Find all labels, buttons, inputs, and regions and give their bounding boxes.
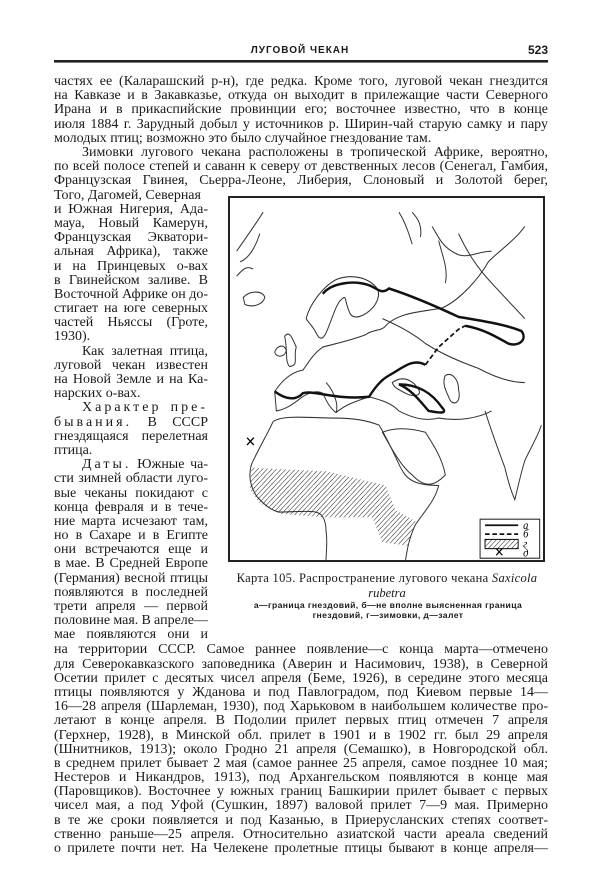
text-line-content — [54, 486, 208, 501]
text-line — [54, 472, 208, 486]
text-line-content — [54, 500, 208, 515]
text-line — [54, 487, 208, 501]
line-text: Французская Гвинея, Сьерра-Леоне, Либерия, Слоновый и Золотой берег, — [54, 173, 548, 189]
line-text: Зимовки лугового чекана расположены в тропической Африке, вероятно, — [82, 144, 548, 160]
line-text: конца февраля и в тече- — [54, 499, 208, 515]
line-text: на Новой Земле и на Ка- — [54, 372, 208, 388]
text-line-content — [54, 756, 548, 771]
line-text: в те же сроки появляется и под Казанью, в Приерусланских степях соответ- — [54, 812, 548, 828]
text-line — [54, 373, 208, 387]
text-line-content — [54, 713, 548, 728]
text-line — [54, 672, 548, 686]
wintering-area-hatched — [250, 468, 416, 546]
line-text: по всей полосе степей и саванн к северу от девственных лесов (Сенегал, Гамбия, — [54, 159, 548, 175]
text-line — [54, 628, 208, 642]
text-line-content — [54, 798, 548, 813]
text-line-content — [54, 102, 548, 117]
text-line-content — [54, 742, 548, 757]
text-line-content — [54, 642, 548, 657]
line-text: и Южная Нигерия, Ада- — [54, 201, 208, 217]
line-text: трети апреля — первой — [54, 599, 208, 615]
species-genus: Saxicola — [491, 571, 538, 585]
text-block-bottom — [54, 643, 548, 856]
map-legend-explanation: а—граница гнездовий, б—не вполне выясненная граница гнездовий, г—зимовки, д—залет — [253, 600, 523, 620]
line-text: и на Принцевых о-вах — [54, 258, 208, 274]
text-line — [54, 146, 548, 160]
text-line-content — [54, 329, 90, 344]
text-line-content — [54, 471, 208, 486]
text-line-content — [54, 74, 548, 89]
text-line-content — [54, 784, 548, 799]
text-line — [54, 75, 548, 89]
text-line — [54, 600, 208, 614]
text-line-content — [54, 770, 548, 785]
text-line-content — [54, 841, 548, 856]
text-line-content — [54, 827, 548, 842]
spaced-heading: Характер пре- — [82, 400, 208, 416]
line-text: 16—28 апреля (Шарлеман, 1930), под Харьковом в наибольшем количестве про- — [54, 699, 548, 715]
text-line — [54, 614, 208, 628]
text-line — [54, 231, 208, 245]
text-block-left-column — [54, 189, 208, 643]
map-legend — [480, 519, 540, 559]
line-text: на Кавказе и в Закавказье, откуда он выходит в прилежащие части Северного — [54, 88, 548, 104]
text-line — [54, 288, 208, 302]
text-line — [54, 359, 208, 373]
text-block-top — [54, 75, 548, 189]
text-line — [54, 814, 548, 828]
spaced-heading: бывания. — [54, 414, 133, 430]
text-line-content — [54, 556, 208, 571]
text-line — [54, 529, 208, 543]
line-text: они встречаются еще и — [54, 542, 208, 558]
text-line-content — [54, 627, 208, 642]
text-line-content — [54, 542, 208, 557]
text-line-content — [54, 685, 548, 700]
line-text: чисел мая, а под Уфой (Сушкин, 1897) валовой прилет 7—9 мая. Примерно — [54, 798, 548, 814]
uncertain-border-dashed-line — [425, 326, 465, 365]
legend-label-g: г — [523, 538, 528, 551]
line-text: Восточной Африке он до- — [54, 286, 208, 302]
text-line — [54, 103, 548, 117]
line-text: (Шнитников, 1913); около Гродно 21 апреля (Семашко), в Новгородской обл. — [54, 741, 548, 757]
text-line — [54, 89, 548, 103]
line-text: частях ее (Каларашский р-н), где редка. Кроме того, луговой чекан гнездится — [54, 74, 548, 89]
text-line — [54, 700, 548, 714]
text-line — [54, 572, 208, 586]
line-text: Нестеров и Никандров, 1913), под Архангельском появляются в конце мая — [54, 770, 548, 786]
spaced-heading: Даты. — [82, 457, 132, 473]
text-line — [54, 132, 548, 146]
text-line — [54, 543, 208, 557]
text-line — [54, 658, 548, 672]
line-text: альная Африка), также — [54, 244, 208, 260]
text-line-content — [54, 358, 208, 373]
text-line-content — [54, 88, 548, 103]
line-text: Южные ча- — [131, 457, 208, 473]
text-line — [54, 401, 208, 415]
text-line-content — [54, 415, 208, 430]
text-line — [54, 274, 208, 288]
text-line — [54, 714, 548, 728]
text-line-content — [54, 287, 208, 302]
text-line — [54, 444, 208, 458]
svg-text:✕: ✕ — [494, 545, 505, 560]
line-text: Ирана и в прикаспийские провинции его; восточнее известно, что в конце — [54, 102, 548, 118]
line-text: сти зимней области луго- — [54, 471, 208, 487]
header-rule — [54, 60, 548, 63]
line-text: 1930). — [54, 329, 91, 345]
text-line-content — [54, 671, 548, 686]
line-text: Осетии прилет с десятых чисел апреля (Беме, 1926), в середине этого месяца — [54, 670, 548, 686]
text-line-content — [54, 429, 208, 444]
line-text: июля 1884 г. Зарудный добыл у источников р. Ширин-чай старую самку и пару — [54, 116, 548, 132]
text-line — [54, 785, 548, 799]
line-text: луговой чекан известен — [54, 357, 208, 373]
text-line-content — [54, 728, 548, 743]
text-line-content — [54, 188, 201, 203]
text-line — [54, 557, 208, 571]
text-line-content — [82, 457, 208, 472]
text-line-content — [54, 131, 431, 146]
page-number: 523 — [527, 43, 548, 57]
text-line-content — [54, 585, 208, 600]
line-text: частей Ньяссы (Гроте, — [54, 315, 208, 331]
text-line — [54, 430, 208, 444]
species-epithet: rubetra — [368, 586, 406, 600]
text-line-content — [54, 244, 208, 259]
legend-label-d: д — [523, 547, 529, 560]
text-line-content — [54, 173, 548, 188]
line-text: стигает на юге северных — [54, 301, 208, 317]
line-text: для Северокавказского заповедника (Аверин и Насимович, 1938), в Северной — [54, 656, 548, 672]
line-text: летают в конце апреля. В Подолии прилет первых птиц отмечен 7 апреля — [54, 713, 548, 729]
vagrant-cross-marker: ✕ — [244, 434, 257, 451]
line-text: на территории СССР. Самое раннее появление—с конца марта—отмечено — [54, 642, 548, 658]
line-text: появляются в последней — [54, 584, 208, 600]
line-text: гнездящаяся перелетная — [54, 428, 208, 444]
text-line-content — [54, 699, 548, 714]
text-line-content — [54, 117, 548, 132]
text-line — [54, 771, 548, 785]
text-line — [54, 757, 548, 771]
text-line-content — [54, 159, 548, 174]
legend-label-b: б — [523, 528, 529, 541]
text-line — [54, 515, 208, 529]
text-line — [54, 743, 548, 757]
text-line-content — [54, 657, 548, 672]
text-line — [54, 316, 208, 330]
text-line — [54, 842, 548, 856]
text-line-content — [54, 216, 208, 231]
text-line-content — [54, 273, 208, 288]
text-line — [54, 330, 208, 344]
text-line-content — [54, 386, 141, 401]
line-text: (Паровщиков). Восточнее у южных границ Башкирии прилет бывает с первых — [54, 784, 548, 800]
text-line-content — [54, 443, 92, 458]
text-line-content — [82, 344, 208, 359]
text-line — [54, 586, 208, 600]
line-text: (Германия) весной птицы — [54, 570, 208, 586]
line-text: в мае. В Средней Европе — [54, 556, 208, 572]
running-header-title: ЛУГОВОЙ ЧЕКАН — [250, 45, 350, 56]
line-text: птица. — [54, 442, 93, 458]
text-line-content — [54, 528, 208, 543]
line-text: ние марта исчезают там, — [54, 513, 208, 529]
text-line-content — [54, 613, 208, 628]
line-text: вые чеканы покидают с — [54, 485, 208, 501]
text-line-content — [82, 400, 208, 415]
text-line — [54, 643, 548, 657]
text-line — [54, 686, 548, 700]
line-text: мае появляются они и — [54, 627, 208, 643]
line-text: В СССР — [132, 414, 208, 430]
text-line-content — [82, 145, 548, 160]
text-line-content — [54, 514, 208, 529]
map-caption-title: Карта 105. Распространение лугового чекана — [236, 571, 492, 585]
text-line — [54, 345, 208, 359]
line-text: Как залетная птица, — [82, 343, 208, 359]
text-line — [54, 245, 208, 259]
line-text: молодых птиц; возможно это было случайное гнездование там. — [54, 130, 432, 146]
line-text: в Гвинейском заливе. В — [54, 272, 208, 288]
text-line — [54, 729, 548, 743]
text-line — [54, 203, 208, 217]
line-text: мауа, Новый Камерун, — [54, 215, 208, 231]
line-text: но в Сахаре и в Египте — [54, 528, 208, 544]
map-drawing — [230, 198, 543, 560]
line-text: Французская Экватори- — [54, 230, 208, 246]
line-text: (Герхнер, 1928), в Минской обл. прилет в 1901 и в 1902 гг. был 29 апреля — [54, 727, 548, 743]
text-line-content — [54, 315, 208, 330]
text-line — [54, 302, 208, 316]
text-line — [54, 217, 208, 231]
text-line — [54, 160, 548, 174]
text-line-content — [54, 202, 208, 217]
legend-label-a: а — [523, 519, 529, 532]
line-text: о прилете почти нет. На Челекене пролетные птицы бывают в конце апреля— — [54, 841, 548, 857]
text-line-content — [54, 230, 208, 245]
text-line — [54, 799, 548, 813]
text-line — [54, 458, 208, 472]
map-caption — [222, 571, 552, 586]
breeding-border-line — [275, 283, 524, 413]
line-text: нарских о-вах. — [54, 386, 141, 402]
line-text: половине мая. В апреле— — [54, 613, 208, 629]
text-line-content — [54, 372, 208, 387]
line-text: ственно раньше—25 апреля. Относительно азиатской части ареала сведений — [54, 826, 548, 842]
text-line-content — [54, 301, 208, 316]
text-line — [54, 260, 208, 274]
distribution-map — [228, 196, 545, 562]
text-line — [54, 387, 208, 401]
text-line-content — [54, 259, 208, 274]
text-line — [54, 189, 208, 203]
line-text: птицы появляются у Жданова и под Павлоградом, под Киевом первые 14— — [54, 684, 548, 700]
line-text: в среднем прилет бывает 2 мая (самое раннее 25 апреля, самое позднее 10 мая; — [54, 755, 548, 771]
text-line — [54, 501, 208, 515]
text-line-content — [54, 571, 208, 586]
text-line — [54, 416, 208, 430]
text-line — [54, 828, 548, 842]
text-line — [54, 118, 548, 132]
text-line-content — [54, 813, 548, 828]
text-line — [54, 174, 548, 188]
text-line-content — [54, 599, 208, 614]
line-text: Того, Дагомей, Северная — [54, 187, 201, 203]
